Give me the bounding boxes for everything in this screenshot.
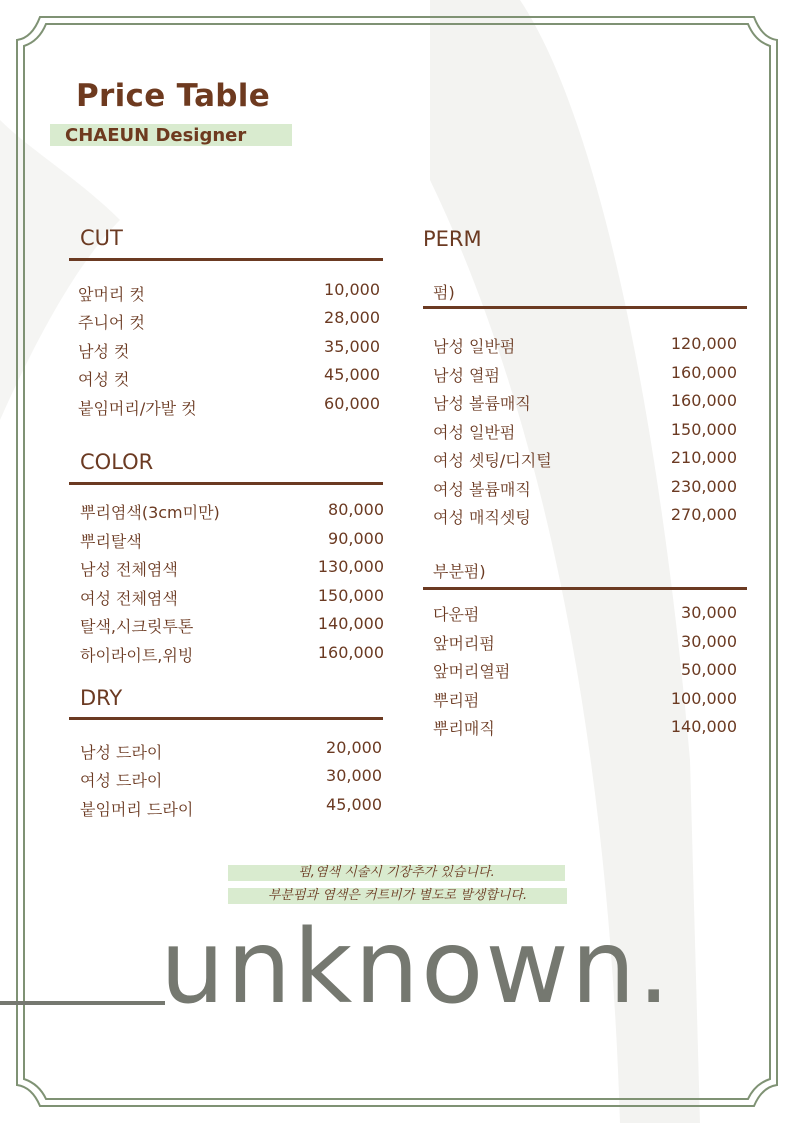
item-price: 45,000	[324, 365, 380, 384]
item-name: 하이라이트,위빙	[80, 646, 194, 665]
section-divider	[423, 587, 747, 590]
item-price: 30,000	[681, 603, 737, 622]
item-price: 270,000	[670, 505, 737, 524]
item-name: 여성 일반펌	[433, 423, 516, 442]
item-name: 뿌리탈색	[80, 532, 142, 551]
brand-logo-text: unknown.	[160, 908, 672, 1027]
item-name: 탈색,시크릿투톤	[80, 617, 194, 636]
subsection-title-perm: 펌)	[433, 283, 455, 302]
designer-name: CHAEUN Designer	[65, 125, 247, 146]
item-price: 100,000	[670, 689, 737, 708]
section-divider	[69, 717, 383, 720]
item-name: 남성 일반펌	[433, 337, 516, 356]
item-name: 여성 볼륨매직	[433, 480, 531, 499]
section-title-perm: PERM	[423, 227, 482, 251]
item-name: 여성 셋팅/디지털	[433, 451, 552, 470]
item-price: 20,000	[326, 738, 382, 757]
item-name: 남성 컷	[78, 342, 130, 361]
item-price: 35,000	[324, 337, 380, 356]
item-price: 90,000	[328, 529, 384, 548]
section-divider	[423, 306, 747, 309]
item-name: 여성 드라이	[80, 771, 163, 790]
item-price: 140,000	[317, 614, 384, 633]
item-name: 뿌리매직	[433, 719, 495, 738]
item-name: 여성 컷	[78, 370, 130, 389]
item-price: 160,000	[670, 391, 737, 410]
item-price: 10,000	[324, 280, 380, 299]
section-title-color: COLOR	[80, 450, 154, 474]
item-name: 남성 열펌	[433, 366, 500, 385]
item-price: 120,000	[670, 334, 737, 353]
designer-badge	[50, 124, 292, 146]
item-price: 160,000	[317, 643, 384, 662]
notice-line: 펌,염색 시술시 기장추가 있습니다.	[228, 865, 565, 881]
item-name: 여성 매직셋팅	[433, 508, 531, 527]
item-price: 30,000	[681, 632, 737, 651]
item-price: 150,000	[317, 586, 384, 605]
item-price: 160,000	[670, 363, 737, 382]
page-title: Price Table	[76, 78, 271, 114]
item-price: 150,000	[670, 420, 737, 439]
item-price: 80,000	[328, 500, 384, 519]
item-name: 뿌리염색(3cm미만)	[80, 503, 220, 522]
item-name: 앞머리펌	[433, 634, 495, 653]
item-price: 30,000	[326, 766, 382, 785]
section-title-cut: CUT	[80, 226, 123, 250]
section-divider	[69, 482, 383, 485]
item-name: 남성 볼륨매직	[433, 394, 531, 413]
item-price: 60,000	[324, 394, 380, 413]
item-name: 앞머리 컷	[78, 285, 145, 304]
item-price: 50,000	[681, 660, 737, 679]
item-price: 230,000	[670, 477, 737, 496]
section-divider	[69, 258, 383, 261]
item-name: 남성 전체염색	[80, 560, 178, 579]
item-name: 붙임머리 드라이	[80, 800, 194, 819]
item-price: 130,000	[317, 557, 384, 576]
item-name: 붙임머리/가발 컷	[78, 399, 197, 418]
item-name: 주니어 컷	[78, 313, 145, 332]
item-price: 140,000	[670, 717, 737, 736]
subsection-title-partial-perm: 부분펌)	[433, 562, 486, 581]
item-price: 210,000	[670, 448, 737, 467]
item-price: 45,000	[326, 795, 382, 814]
item-name: 뿌리펌	[433, 691, 480, 710]
notice-line: 부분펌과 염색은 커트비가 별도로 발생합니다.	[228, 888, 567, 904]
section-title-dry: DRY	[80, 686, 123, 710]
item-name: 다운펌	[433, 605, 480, 624]
item-name: 남성 드라이	[80, 743, 163, 762]
item-price: 28,000	[324, 308, 380, 327]
item-name: 여성 전체염색	[80, 589, 178, 608]
item-name: 앞머리열펌	[433, 662, 511, 681]
